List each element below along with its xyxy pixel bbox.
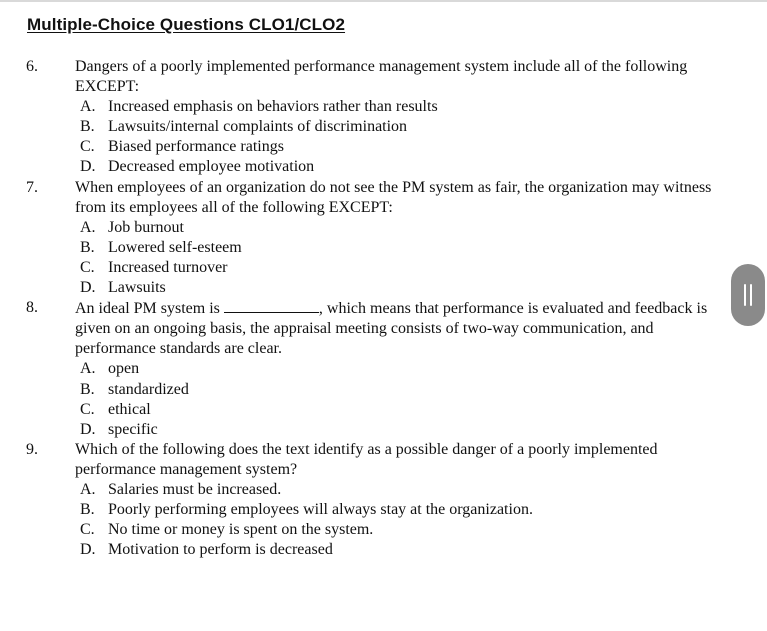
question-text (75, 298, 715, 359)
question-text-after-blank: , which means that performance is evaluated and feedback is given on an ongoing basis, the appraisal meeting consists of two-way communication, and performance standards are clear. (75, 300, 708, 358)
option-d (0, 540, 767, 560)
fill-in-blank (224, 298, 319, 313)
question-text: Dangers of a poorly implemented performance management system include all of the following EXCEPT: (75, 58, 688, 96)
option-text: open (108, 360, 140, 378)
option-b (0, 380, 767, 400)
option-a (0, 218, 767, 238)
option-a (0, 359, 767, 379)
option-text: Increased emphasis on behaviors rather than results (108, 98, 438, 116)
options-list (0, 480, 767, 560)
option-text: Increased turnover (108, 258, 228, 276)
option-text: Biased performance ratings (108, 138, 284, 156)
options-list (0, 218, 767, 298)
option-b (0, 500, 767, 520)
option-text: specific (108, 420, 158, 438)
question-number: 6. (26, 58, 38, 75)
option-text: Lawsuits/internal complaints of discrimination (108, 118, 408, 136)
question-number: 9. (26, 440, 38, 458)
option-b (0, 238, 767, 258)
option-d (0, 157, 767, 177)
option-c (0, 258, 767, 278)
option-letter: C. (80, 258, 95, 276)
option-text: ethical (108, 400, 151, 418)
option-letter: B. (80, 501, 95, 519)
question-list (0, 57, 767, 560)
option-text: Lawsuits (108, 279, 166, 297)
question-text: When employees of an organization do not see the PM system as fair, the organization may witness from its employees all of the following EXCEPT: (75, 178, 712, 216)
option-letter: D. (80, 541, 96, 559)
page-title: Multiple-Choice Questions CLO1/CLO2 (27, 15, 346, 34)
grip-bar-icon (750, 284, 752, 306)
question-8 (0, 298, 767, 440)
option-c (0, 520, 767, 540)
option-text: Decreased employee motivation (108, 158, 315, 176)
question-9 (0, 440, 767, 561)
question-6 (0, 57, 767, 178)
option-text: Salaries must be increased. (108, 480, 282, 498)
options-list (0, 359, 767, 439)
option-text: Lowered self-esteem (108, 238, 242, 256)
option-letter: C. (80, 138, 95, 156)
option-text: Motivation to perform is decreased (108, 541, 333, 559)
options-list (0, 97, 767, 177)
option-a (0, 480, 767, 500)
option-text: Poorly performing employees will always stay at the organization. (108, 501, 533, 519)
question-text-before-blank: An ideal PM system is (75, 300, 220, 318)
scroll-handle[interactable] (731, 264, 765, 326)
question-7 (0, 178, 767, 299)
option-letter: A. (80, 218, 96, 236)
option-b (0, 117, 767, 137)
option-d (0, 278, 767, 298)
option-text: standardized (108, 380, 189, 398)
option-letter: C. (80, 400, 95, 418)
question-number: 8. (26, 299, 38, 317)
top-divider (0, 0, 767, 2)
option-letter: D. (80, 420, 96, 438)
option-text: No time or money is spent on the system. (108, 521, 374, 539)
option-c (0, 400, 767, 420)
option-letter: B. (80, 118, 95, 136)
option-text: Job burnout (108, 218, 184, 236)
option-a (0, 97, 767, 117)
question-text: Which of the following does the text identify as a possible danger of a poorly implemented performance management system? (75, 440, 658, 478)
option-letter: C. (80, 521, 95, 539)
option-letter: D. (80, 279, 96, 297)
option-letter: A. (80, 98, 96, 116)
option-letter: B. (80, 380, 95, 398)
option-d (0, 420, 767, 440)
question-number: 7. (26, 178, 38, 196)
option-letter: B. (80, 238, 95, 256)
option-letter: A. (80, 480, 96, 498)
option-c (0, 137, 767, 157)
option-letter: A. (80, 360, 96, 378)
option-letter: D. (80, 158, 96, 176)
grip-bar-icon (744, 284, 746, 306)
